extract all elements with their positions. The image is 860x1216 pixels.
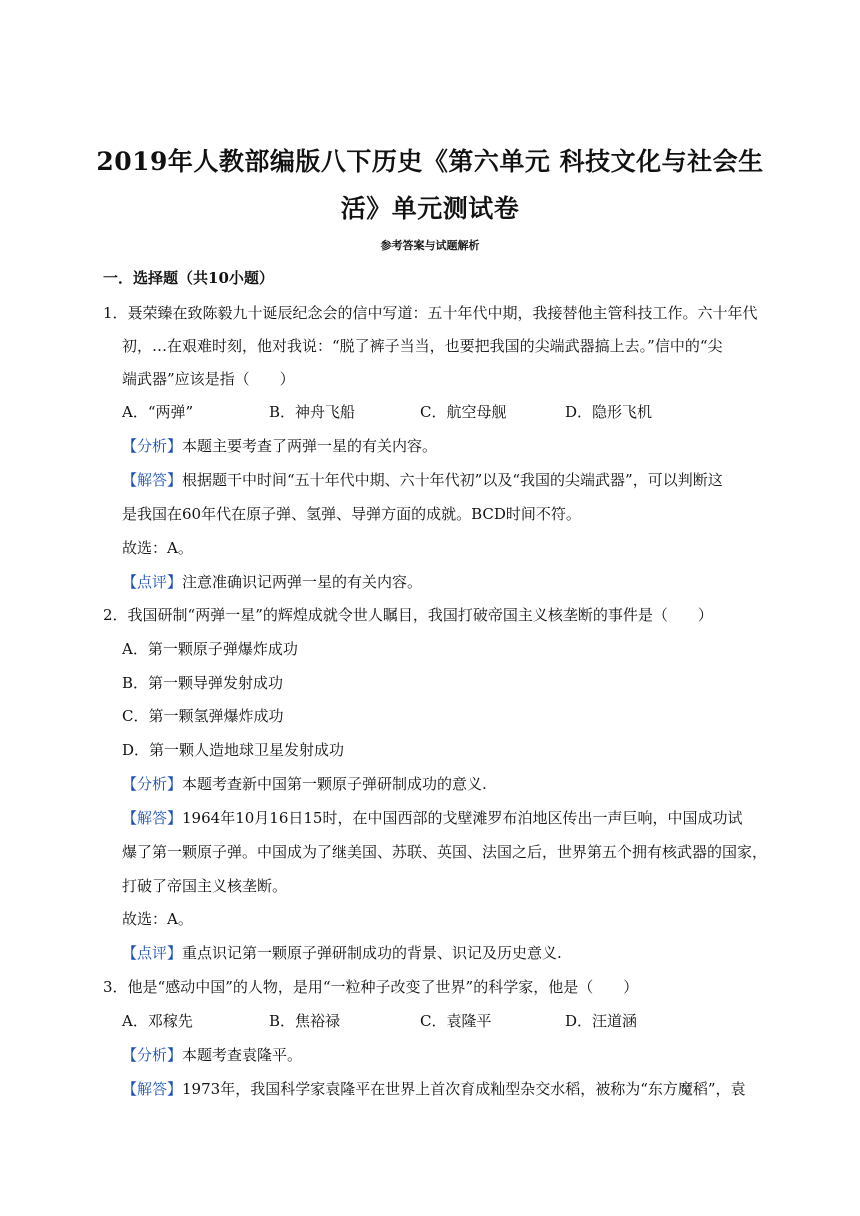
q1-option-a: A．“两弹” bbox=[122, 403, 194, 421]
q1-choice: 故选：A。 bbox=[122, 539, 193, 557]
q1-option-b: B．神舟飞船 bbox=[269, 403, 356, 421]
q2-answer-line-3: 打破了帝国主义核垄断。 bbox=[122, 877, 288, 895]
document-subtitle: 参考答案与试题解析 bbox=[380, 239, 480, 252]
section-heading: 一．选择题（共10小题） bbox=[103, 269, 274, 287]
q3-answer-line-1 bbox=[122, 1078, 746, 1100]
q1-analysis-text: 本题主要考查了两弹一星的有关内容。 bbox=[182, 437, 438, 455]
answer-tag: 【解答】 bbox=[122, 471, 183, 489]
q3-stem: 3．他是“感动中国”的人物，是用“一粒种子改变了世界”的科学家，他是（ ） bbox=[103, 978, 639, 996]
analysis-tag: 【分析】 bbox=[122, 775, 183, 793]
analysis-tag: 【分析】 bbox=[122, 437, 183, 455]
q2-analysis-text: 本题考查新中国第一颗原子弹研制成功的意义. bbox=[182, 775, 487, 793]
q1-stem-line-2: 初，…在艰难时刻，他对我说：“脱了裤子当当，也要把我国的尖端武器搞上去。”信中的“尖 bbox=[122, 337, 723, 355]
q2-answer-line-2: 爆了第一颗原子弹。中国成为了继美国、苏联、英国、法国之后，世界第五个拥有核武器的国家， bbox=[122, 843, 768, 861]
q2-comment-text: 重点识记第一颗原子弹研制成功的背景、识记及历史意义. bbox=[182, 944, 562, 962]
q2-option-d: D．第一颗人造地球卫星发射成功 bbox=[122, 741, 345, 759]
comment-tag: 【点评】 bbox=[122, 944, 183, 962]
q3-option-a: A．邓稼先 bbox=[122, 1012, 193, 1030]
q3-options bbox=[122, 1010, 637, 1032]
q1-options bbox=[122, 401, 652, 423]
comment-tag: 【点评】 bbox=[122, 573, 183, 591]
q1-answer-line-1 bbox=[122, 469, 723, 491]
q2-comment bbox=[122, 942, 562, 964]
q1-stem-line-1: 1．聂荣臻在致陈毅九十诞辰纪念会的信中写道：五十年代中期，我接替他主管科技工作。六十年代 bbox=[103, 304, 758, 322]
analysis-tag: 【分析】 bbox=[122, 1046, 183, 1064]
q2-option-b: B．第一颗导弹发射成功 bbox=[122, 674, 284, 692]
q2-analysis bbox=[122, 773, 487, 795]
q1-option-d: D．隐形飞机 bbox=[565, 403, 653, 421]
q2-stem: 2．我国研制“两弹一星”的辉煌成就令世人瞩目，我国打破帝国主义核垄断的事件是（ ） bbox=[103, 606, 713, 624]
q1-comment-text: 注意准确识记两弹一星的有关内容。 bbox=[182, 573, 423, 591]
q3-analysis-text: 本题考查袁隆平。 bbox=[182, 1046, 303, 1064]
q1-answer-line-2: 是我国在60年代在原子弹、氢弹、导弹方面的成就。BCD时间不符。 bbox=[122, 505, 581, 523]
q2-option-c: C．第一颗氢弹爆炸成功 bbox=[122, 707, 284, 725]
q3-analysis bbox=[122, 1044, 302, 1066]
q1-comment bbox=[122, 571, 422, 593]
q3-answer-text-1: 1973年，我国科学家袁隆平在世界上首次育成籼型杂交水稻，被称为“东方魔稻”，袁 bbox=[182, 1080, 746, 1098]
q2-answer-line-1 bbox=[122, 807, 742, 829]
answer-tag: 【解答】 bbox=[122, 1080, 183, 1098]
q1-answer-text-1: 根据题干中时间“五十年代中期、六十年代初”以及“我国的尖端武器”，可以判断这 bbox=[182, 471, 723, 489]
q3-option-b: B．焦裕禄 bbox=[269, 1012, 341, 1030]
q2-option-a: A．第一颗原子弹爆炸成功 bbox=[122, 640, 298, 658]
q3-option-d: D．汪道涵 bbox=[565, 1012, 638, 1030]
document-title-line-2: 活》单元测试卷 bbox=[340, 194, 520, 223]
q2-choice: 故选：A。 bbox=[122, 910, 193, 928]
q2-answer-text-1: 1964年10月16日15时，在中国西部的戈壁滩罗布泊地区传出一声巨响，中国成功试 bbox=[182, 809, 743, 827]
q1-analysis bbox=[122, 435, 437, 457]
document-title-line-1: 2019年人教部编版八下历史《第六单元 科技文化与社会生 bbox=[96, 147, 764, 176]
q1-stem-line-3: 端武器”应该是指（ ） bbox=[122, 370, 295, 388]
q1-option-c: C．航空母舰 bbox=[420, 403, 507, 421]
answer-tag: 【解答】 bbox=[122, 809, 183, 827]
q3-option-c: C．袁隆平 bbox=[420, 1012, 492, 1030]
